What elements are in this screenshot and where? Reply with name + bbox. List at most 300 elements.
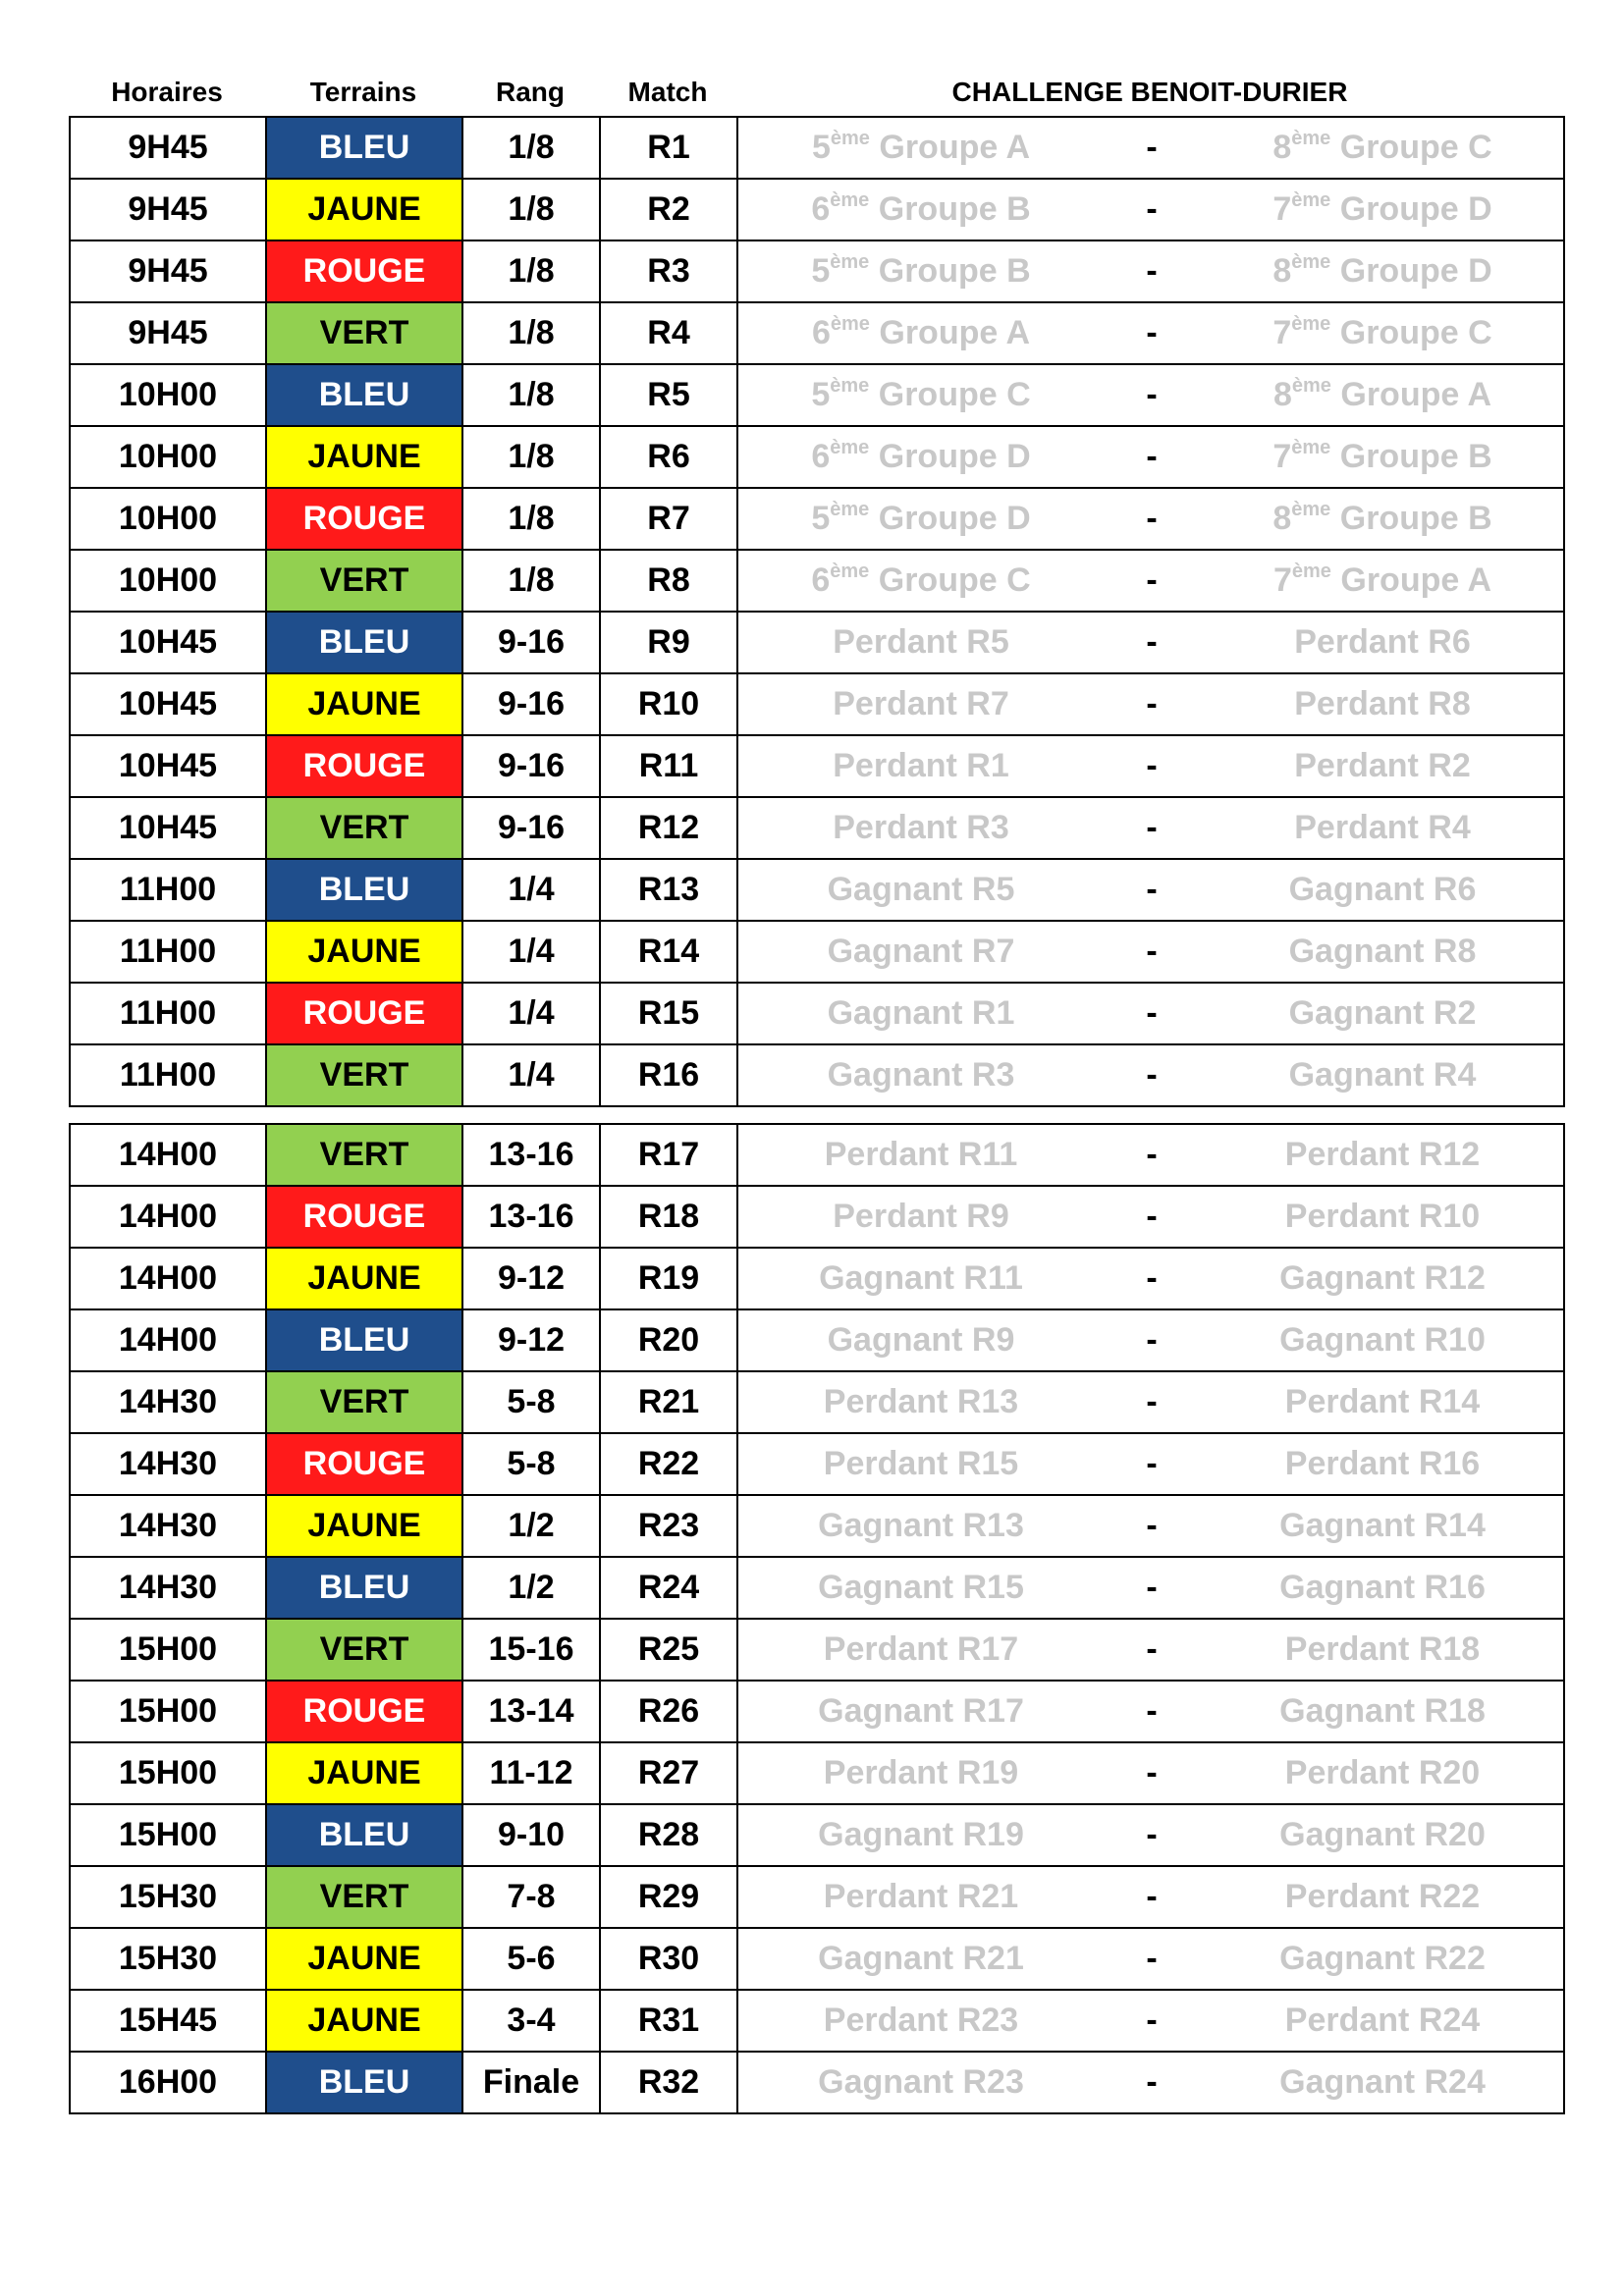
rank-cell: 1/8 bbox=[462, 302, 600, 364]
team-label bbox=[818, 1507, 1024, 1544]
match-id-cell: R3 bbox=[600, 240, 737, 302]
team-label bbox=[1285, 1878, 1480, 1915]
court-cell: JAUNE bbox=[266, 921, 462, 983]
team-group-name: Groupe D bbox=[1339, 190, 1492, 228]
team-label bbox=[818, 1569, 1024, 1606]
teams-cell bbox=[737, 1433, 1564, 1495]
time-cell: 10H45 bbox=[70, 673, 266, 735]
team-label bbox=[1279, 1940, 1486, 1977]
team-label bbox=[1272, 438, 1491, 475]
team-label bbox=[824, 1383, 1018, 1420]
match-row bbox=[70, 1742, 1564, 1804]
team-one bbox=[738, 376, 1104, 414]
team-rank-suffix: ème bbox=[1291, 375, 1331, 397]
time-cell: 14H30 bbox=[70, 1433, 266, 1495]
team-name: Perdant R18 bbox=[1284, 1630, 1481, 1668]
teams-cell bbox=[737, 612, 1564, 673]
team-one bbox=[738, 1692, 1104, 1731]
teams-cell bbox=[737, 179, 1564, 240]
time-cell: 14H00 bbox=[70, 1248, 266, 1309]
rank-cell: 9-16 bbox=[462, 797, 600, 859]
match-row bbox=[70, 240, 1564, 302]
team-two bbox=[1200, 747, 1564, 785]
time-cell: 9H45 bbox=[70, 302, 266, 364]
header-rank: Rang bbox=[496, 77, 565, 107]
team-group-name: Groupe C bbox=[1339, 129, 1492, 166]
teams-cell bbox=[737, 1044, 1564, 1106]
team-rank-number: 5 bbox=[811, 376, 831, 413]
time-cell: 11H00 bbox=[70, 1044, 266, 1106]
team-label bbox=[1285, 1754, 1480, 1791]
match-id-cell: R19 bbox=[600, 1248, 737, 1309]
team-group-name: Groupe A bbox=[879, 314, 1031, 351]
match-row bbox=[70, 921, 1564, 983]
versus-separator: - bbox=[1146, 561, 1158, 599]
teams-inner bbox=[738, 1991, 1563, 2051]
team-label bbox=[828, 1321, 1015, 1359]
teams-cell bbox=[737, 1990, 1564, 2052]
team-two bbox=[1200, 1445, 1564, 1483]
teams-inner bbox=[738, 1682, 1563, 1741]
team-rank-number: 6 bbox=[811, 561, 831, 599]
team-label bbox=[1279, 1692, 1486, 1730]
team-label bbox=[1294, 747, 1471, 784]
court-cell: ROUGE bbox=[266, 240, 462, 302]
team-one bbox=[738, 1445, 1104, 1483]
versus-separator: - bbox=[1146, 1198, 1158, 1235]
team-two bbox=[1200, 1878, 1564, 1916]
team-name: Perdant R3 bbox=[833, 809, 1009, 846]
team-one bbox=[738, 871, 1104, 909]
time-cell: 9H45 bbox=[70, 240, 266, 302]
team-label bbox=[828, 1056, 1015, 1094]
team-one bbox=[738, 129, 1104, 167]
versus-separator: - bbox=[1146, 314, 1158, 351]
match-row bbox=[70, 1371, 1564, 1433]
versus-separator: - bbox=[1146, 685, 1158, 722]
team-label bbox=[824, 2002, 1018, 2039]
time-cell: 16H00 bbox=[70, 2052, 266, 2113]
versus-separator: - bbox=[1146, 1816, 1158, 1853]
time-cell: 10H45 bbox=[70, 797, 266, 859]
teams-inner bbox=[738, 1620, 1563, 1680]
match-id-cell: R9 bbox=[600, 612, 737, 673]
team-name: Gagnant R15 bbox=[818, 1569, 1024, 1606]
match-id-cell: R22 bbox=[600, 1433, 737, 1495]
morning-rows bbox=[70, 117, 1564, 1106]
team-two bbox=[1200, 438, 1564, 476]
team-label bbox=[824, 1445, 1018, 1482]
team-two bbox=[1200, 2063, 1564, 2102]
team-rank-suffix: ème bbox=[1291, 189, 1331, 211]
match-id-cell: R17 bbox=[600, 1124, 737, 1186]
match-row bbox=[70, 735, 1564, 797]
match-id-cell: R6 bbox=[600, 426, 737, 488]
match-id-cell: R8 bbox=[600, 550, 737, 612]
teams-inner bbox=[738, 365, 1563, 425]
teams-inner bbox=[738, 984, 1563, 1043]
teams-cell bbox=[737, 1186, 1564, 1248]
team-name: Gagnant R1 bbox=[827, 994, 1015, 1032]
team-rank-number: 5 bbox=[811, 252, 831, 290]
team-two bbox=[1200, 1198, 1564, 1236]
versus-separator: - bbox=[1146, 1056, 1158, 1094]
teams-cell bbox=[737, 1248, 1564, 1309]
court-cell: VERT bbox=[266, 1619, 462, 1681]
team-label bbox=[1272, 190, 1491, 228]
match-row bbox=[70, 1557, 1564, 1619]
team-label bbox=[1272, 314, 1491, 351]
team-name: Perdant R14 bbox=[1284, 1383, 1481, 1420]
team-rank-number: 8 bbox=[1272, 500, 1292, 537]
rank-cell: 1/2 bbox=[462, 1557, 600, 1619]
teams-cell bbox=[737, 797, 1564, 859]
time-cell: 15H30 bbox=[70, 1866, 266, 1928]
team-name: Gagnant R18 bbox=[1279, 1692, 1486, 1730]
team-two bbox=[1200, 994, 1564, 1033]
court-cell: ROUGE bbox=[266, 1433, 462, 1495]
rank-cell: 1/8 bbox=[462, 179, 600, 240]
versus-separator: - bbox=[1146, 376, 1158, 413]
teams-cell bbox=[737, 1619, 1564, 1681]
team-name: Gagnant R20 bbox=[1279, 1816, 1486, 1853]
team-label bbox=[833, 1198, 1009, 1235]
team-name: Perdant R1 bbox=[833, 747, 1009, 784]
match-row bbox=[70, 1433, 1564, 1495]
teams-inner bbox=[738, 1496, 1563, 1556]
teams-cell bbox=[737, 859, 1564, 921]
teams-cell bbox=[737, 1804, 1564, 1866]
rank-cell: 5-8 bbox=[462, 1371, 600, 1433]
rank-cell: 9-10 bbox=[462, 1804, 600, 1866]
teams-cell bbox=[737, 1124, 1564, 1186]
team-rank-suffix: ème bbox=[830, 499, 870, 520]
team-label bbox=[811, 438, 1030, 475]
teams-inner bbox=[738, 922, 1563, 982]
header-row bbox=[69, 69, 1563, 116]
team-one bbox=[738, 500, 1104, 538]
team-one bbox=[738, 809, 1104, 847]
teams-inner bbox=[738, 241, 1563, 301]
rank-cell: 5-6 bbox=[462, 1928, 600, 1990]
versus-separator: - bbox=[1146, 1878, 1158, 1915]
team-name: Gagnant R16 bbox=[1279, 1569, 1486, 1606]
team-name: Perdant R22 bbox=[1284, 1878, 1481, 1915]
team-name: Gagnant R13 bbox=[818, 1507, 1024, 1544]
team-name: Gagnant R22 bbox=[1279, 1940, 1486, 1977]
teams-inner bbox=[738, 613, 1563, 672]
team-group-name: Groupe A bbox=[1340, 376, 1492, 413]
team-two bbox=[1200, 1383, 1564, 1421]
match-row bbox=[70, 302, 1564, 364]
teams-cell bbox=[737, 426, 1564, 488]
team-name: Perdant R19 bbox=[823, 1754, 1019, 1791]
match-row bbox=[70, 550, 1564, 612]
rank-cell: 1/4 bbox=[462, 859, 600, 921]
team-group-name: Groupe C bbox=[1339, 314, 1492, 351]
versus-separator: - bbox=[1146, 1754, 1158, 1791]
team-label bbox=[1289, 994, 1477, 1032]
court-cell: BLEU bbox=[266, 2052, 462, 2113]
match-row bbox=[70, 117, 1564, 179]
team-rank-number: 8 bbox=[1272, 252, 1292, 290]
rank-cell: 13-16 bbox=[462, 1124, 600, 1186]
team-name: Gagnant R10 bbox=[1279, 1321, 1486, 1359]
court-cell: VERT bbox=[266, 1124, 462, 1186]
team-one bbox=[738, 1878, 1104, 1916]
team-two bbox=[1200, 1754, 1564, 1792]
team-label bbox=[1289, 871, 1477, 908]
rank-cell: Finale bbox=[462, 2052, 600, 2113]
teams-cell bbox=[737, 117, 1564, 179]
match-row bbox=[70, 1804, 1564, 1866]
team-label bbox=[818, 1940, 1024, 1977]
court-cell: BLEU bbox=[266, 117, 462, 179]
team-label bbox=[1285, 2002, 1480, 2039]
team-group-name: Groupe B bbox=[878, 252, 1031, 290]
match-row bbox=[70, 1309, 1564, 1371]
team-rank-number: 7 bbox=[1272, 561, 1292, 599]
court-cell: VERT bbox=[266, 797, 462, 859]
team-group-name: Groupe A bbox=[879, 129, 1031, 166]
match-row bbox=[70, 1866, 1564, 1928]
match-row bbox=[70, 1928, 1564, 1990]
team-group-name: Groupe B bbox=[1339, 438, 1492, 475]
teams-cell bbox=[737, 921, 1564, 983]
team-name: Gagnant R2 bbox=[1288, 994, 1477, 1032]
versus-separator: - bbox=[1146, 994, 1158, 1032]
time-cell: 10H45 bbox=[70, 735, 266, 797]
team-group-name: Groupe D bbox=[1339, 252, 1492, 290]
team-one bbox=[738, 685, 1104, 723]
court-cell: BLEU bbox=[266, 612, 462, 673]
time-cell: 14H00 bbox=[70, 1309, 266, 1371]
team-name: Perdant R8 bbox=[1294, 685, 1471, 722]
team-rank-number: 7 bbox=[1272, 314, 1292, 351]
teams-inner bbox=[738, 489, 1563, 549]
match-row bbox=[70, 2052, 1564, 2113]
match-id-cell: R23 bbox=[600, 1495, 737, 1557]
time-cell: 14H00 bbox=[70, 1124, 266, 1186]
team-name: Gagnant R17 bbox=[818, 1692, 1024, 1730]
teams-inner bbox=[738, 1310, 1563, 1370]
team-name: Perdant R13 bbox=[823, 1383, 1019, 1420]
team-name: Gagnant R3 bbox=[827, 1056, 1015, 1094]
match-id-cell: R30 bbox=[600, 1928, 737, 1990]
team-label bbox=[1285, 1198, 1480, 1235]
team-label bbox=[833, 809, 1009, 846]
morning-table bbox=[69, 116, 1565, 1107]
team-two bbox=[1200, 1507, 1564, 1545]
teams-inner bbox=[738, 1372, 1563, 1432]
team-rank-suffix: ème bbox=[830, 375, 870, 397]
match-row bbox=[70, 1619, 1564, 1681]
time-cell: 15H30 bbox=[70, 1928, 266, 1990]
rank-cell: 9-16 bbox=[462, 673, 600, 735]
teams-inner bbox=[738, 1125, 1563, 1185]
time-cell: 10H00 bbox=[70, 488, 266, 550]
team-name: Perdant R6 bbox=[1294, 623, 1471, 661]
match-row bbox=[70, 1248, 1564, 1309]
versus-separator: - bbox=[1146, 1136, 1158, 1173]
team-two bbox=[1200, 500, 1564, 538]
team-name: Gagnant R12 bbox=[1279, 1259, 1486, 1297]
teams-cell bbox=[737, 1742, 1564, 1804]
team-one bbox=[738, 1321, 1104, 1360]
team-label bbox=[1289, 1056, 1477, 1094]
teams-cell bbox=[737, 1681, 1564, 1742]
match-row bbox=[70, 673, 1564, 735]
match-row bbox=[70, 612, 1564, 673]
team-one bbox=[738, 1816, 1104, 1854]
team-name: Perdant R11 bbox=[824, 1136, 1018, 1173]
teams-inner bbox=[738, 1805, 1563, 1865]
teams-cell bbox=[737, 1557, 1564, 1619]
team-rank-number: 5 bbox=[811, 500, 831, 537]
team-label bbox=[828, 871, 1015, 908]
teams-inner bbox=[738, 1249, 1563, 1308]
team-rank-number: 8 bbox=[1272, 376, 1292, 413]
team-label bbox=[1294, 685, 1471, 722]
team-two bbox=[1200, 809, 1564, 847]
team-name: Gagnant R23 bbox=[818, 2063, 1024, 2101]
team-one bbox=[738, 252, 1104, 291]
team-name: Gagnant R4 bbox=[1288, 1056, 1477, 1094]
versus-separator: - bbox=[1146, 1383, 1158, 1420]
team-two bbox=[1200, 685, 1564, 723]
rank-cell: 5-8 bbox=[462, 1433, 600, 1495]
team-label bbox=[812, 314, 1030, 351]
court-cell: JAUNE bbox=[266, 426, 462, 488]
teams-inner bbox=[738, 118, 1563, 178]
team-two bbox=[1200, 1692, 1564, 1731]
rank-cell: 13-14 bbox=[462, 1681, 600, 1742]
team-name: Perdant R17 bbox=[823, 1630, 1019, 1668]
match-id-cell: R26 bbox=[600, 1681, 737, 1742]
versus-separator: - bbox=[1146, 747, 1158, 784]
rank-cell: 9-16 bbox=[462, 612, 600, 673]
rank-cell: 1/8 bbox=[462, 426, 600, 488]
team-one bbox=[738, 561, 1104, 600]
teams-cell bbox=[737, 983, 1564, 1044]
match-id-cell: R28 bbox=[600, 1804, 737, 1866]
team-name: Gagnant R8 bbox=[1288, 933, 1477, 970]
team-label bbox=[833, 685, 1009, 722]
team-group-name: Groupe D bbox=[878, 500, 1031, 537]
versus-separator: - bbox=[1146, 1445, 1158, 1482]
teams-cell bbox=[737, 673, 1564, 735]
team-name: Perdant R12 bbox=[1284, 1136, 1481, 1173]
rank-cell: 11-12 bbox=[462, 1742, 600, 1804]
team-rank-suffix: ème bbox=[1291, 313, 1331, 335]
match-id-cell: R12 bbox=[600, 797, 737, 859]
team-group-name: Groupe A bbox=[1340, 561, 1492, 599]
match-row bbox=[70, 1044, 1564, 1106]
court-cell: BLEU bbox=[266, 364, 462, 426]
time-cell: 9H45 bbox=[70, 117, 266, 179]
team-label bbox=[1289, 933, 1477, 970]
time-cell: 15H00 bbox=[70, 1681, 266, 1742]
match-row bbox=[70, 426, 1564, 488]
team-label bbox=[811, 252, 1030, 290]
team-one bbox=[738, 2002, 1104, 2040]
team-group-name: Groupe C bbox=[878, 376, 1031, 413]
team-group-name: Groupe B bbox=[878, 190, 1031, 228]
teams-cell bbox=[737, 1495, 1564, 1557]
team-name: Perdant R4 bbox=[1294, 809, 1471, 846]
court-cell: VERT bbox=[266, 302, 462, 364]
team-two bbox=[1200, 561, 1564, 600]
match-id-cell: R18 bbox=[600, 1186, 737, 1248]
team-two bbox=[1200, 871, 1564, 909]
team-label bbox=[818, 2063, 1024, 2101]
team-two bbox=[1200, 1940, 1564, 1978]
team-label bbox=[1285, 1630, 1480, 1668]
match-id-cell: R14 bbox=[600, 921, 737, 983]
team-one bbox=[738, 314, 1104, 352]
teams-inner bbox=[738, 551, 1563, 611]
team-one bbox=[738, 2063, 1104, 2102]
teams-cell bbox=[737, 1866, 1564, 1928]
match-id-cell: R32 bbox=[600, 2052, 737, 2113]
team-name: Perdant R21 bbox=[823, 1878, 1019, 1915]
team-name: Gagnant R19 bbox=[818, 1816, 1024, 1853]
match-row bbox=[70, 488, 1564, 550]
team-rank-number: 6 bbox=[811, 314, 831, 351]
team-label bbox=[812, 129, 1030, 166]
versus-separator: - bbox=[1146, 1321, 1158, 1359]
rank-cell: 1/4 bbox=[462, 1044, 600, 1106]
court-cell: BLEU bbox=[266, 1557, 462, 1619]
team-rank-number: 7 bbox=[1272, 438, 1292, 475]
time-cell: 10H00 bbox=[70, 550, 266, 612]
court-cell: JAUNE bbox=[266, 1742, 462, 1804]
team-two bbox=[1200, 252, 1564, 291]
versus-separator: - bbox=[1146, 2002, 1158, 2039]
team-label bbox=[811, 376, 1030, 413]
team-two bbox=[1200, 1136, 1564, 1174]
team-label bbox=[1279, 1507, 1486, 1544]
team-two bbox=[1200, 933, 1564, 971]
team-rank-suffix: ème bbox=[1291, 437, 1331, 458]
teams-cell bbox=[737, 550, 1564, 612]
time-cell: 14H30 bbox=[70, 1557, 266, 1619]
team-rank-number: 6 bbox=[811, 438, 831, 475]
rank-cell: 15-16 bbox=[462, 1619, 600, 1681]
match-id-cell: R5 bbox=[600, 364, 737, 426]
match-id-cell: R20 bbox=[600, 1309, 737, 1371]
match-row bbox=[70, 179, 1564, 240]
time-cell: 11H00 bbox=[70, 859, 266, 921]
match-id-cell: R29 bbox=[600, 1866, 737, 1928]
court-cell: BLEU bbox=[266, 1804, 462, 1866]
teams-inner bbox=[738, 1187, 1563, 1247]
team-one bbox=[738, 1569, 1104, 1607]
teams-inner bbox=[738, 2053, 1563, 2112]
match-row bbox=[70, 1124, 1564, 1186]
header-title: CHALLENGE BENOIT-DURIER bbox=[951, 77, 1348, 107]
team-two bbox=[1200, 1259, 1564, 1298]
court-cell: JAUNE bbox=[266, 179, 462, 240]
teams-cell bbox=[737, 2052, 1564, 2113]
match-id-cell: R1 bbox=[600, 117, 737, 179]
rank-cell: 1/8 bbox=[462, 550, 600, 612]
teams-cell bbox=[737, 735, 1564, 797]
team-two bbox=[1200, 376, 1564, 414]
session-gap bbox=[69, 1107, 1563, 1123]
teams-inner bbox=[738, 1929, 1563, 1989]
rank-cell: 1/8 bbox=[462, 240, 600, 302]
